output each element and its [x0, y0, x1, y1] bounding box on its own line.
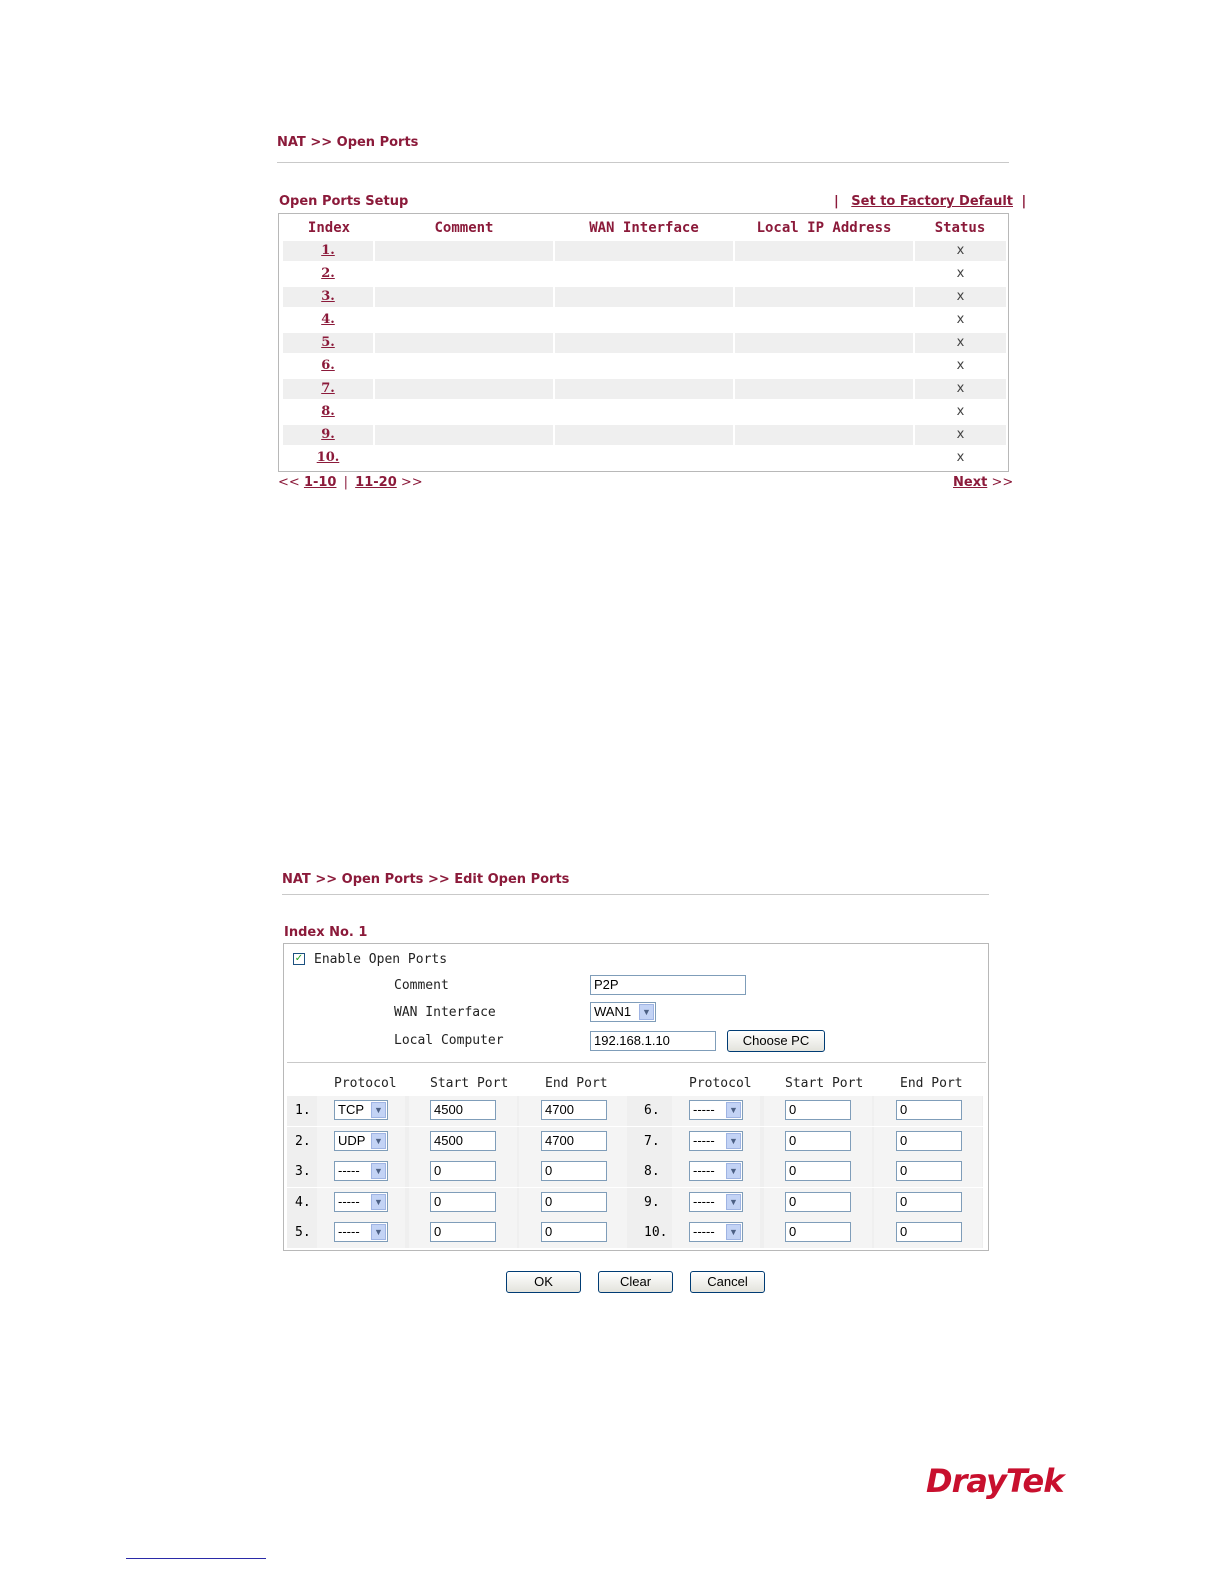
end-port-input[interactable]: 0 — [896, 1192, 962, 1212]
chevron-down-icon: ▼ — [371, 1194, 386, 1210]
edit-breadcrumb-divider — [282, 894, 989, 895]
open-ports-table — [278, 213, 1009, 472]
section-title: Open Ports Setup — [279, 194, 409, 209]
port-row — [287, 1157, 983, 1187]
index-link[interactable] — [283, 379, 373, 399]
chevron-down-icon: ▼ — [371, 1224, 386, 1240]
pager-left — [278, 475, 423, 490]
local-computer-input[interactable]: 192.168.1.10 — [590, 1031, 716, 1051]
chevron-down-icon: ▼ — [726, 1224, 741, 1240]
start-port-input[interactable]: 0 — [430, 1161, 496, 1181]
protocol-value: ----- — [693, 1102, 715, 1117]
check-icon: ✓ — [294, 953, 304, 964]
protocol-select[interactable] — [334, 1222, 388, 1242]
col-end-right: End Port — [900, 1076, 963, 1091]
status-cell: x — [915, 425, 1006, 445]
comment-cell — [375, 448, 553, 468]
row-index-link[interactable]: 9. — [321, 427, 335, 442]
local-computer-label: Local Computer — [394, 1033, 504, 1048]
protocol-select[interactable] — [334, 1161, 388, 1181]
local-ip-cell — [735, 448, 913, 468]
col-protocol-left: Protocol — [334, 1076, 397, 1091]
protocol-select[interactable] — [334, 1100, 388, 1120]
comment-cell — [375, 310, 553, 330]
column-header-wan: WAN Interface — [589, 220, 699, 236]
start-port-input[interactable]: 0 — [430, 1222, 496, 1242]
table-row — [283, 264, 1004, 284]
chevron-down-icon: ▼ — [371, 1163, 386, 1179]
protocol-value: ----- — [693, 1163, 715, 1178]
protocol-select[interactable] — [334, 1131, 388, 1151]
protocol-select[interactable] — [689, 1131, 743, 1151]
status-cell: x — [956, 404, 965, 419]
pager-separator: | — [343, 475, 349, 490]
port-row — [287, 1127, 983, 1157]
chevron-down-icon: ▼ — [371, 1133, 386, 1149]
local-ip-cell — [735, 379, 913, 399]
protocol-select[interactable] — [689, 1100, 743, 1120]
comment-cell — [375, 425, 553, 445]
edit-form — [283, 943, 989, 1251]
protocol-value: ----- — [693, 1132, 715, 1148]
footer-rule — [126, 1558, 266, 1559]
separator: | — [834, 194, 839, 209]
local-ip-cell — [735, 425, 913, 445]
index-link[interactable] — [283, 264, 373, 284]
table-row — [283, 448, 1004, 468]
table-row — [283, 287, 1004, 307]
status-cell: x — [915, 287, 1006, 307]
next-arrows: >> — [991, 475, 1014, 490]
enable-checkbox[interactable] — [293, 953, 305, 965]
column-header-comment: Comment — [434, 220, 494, 236]
index-link[interactable] — [283, 333, 373, 353]
local-ip-cell — [735, 356, 913, 376]
start-port-input[interactable]: 0 — [785, 1192, 851, 1212]
comment-input[interactable]: P2P — [590, 975, 746, 995]
table-row — [283, 333, 1004, 353]
status-cell: x — [956, 450, 965, 465]
row-index-link[interactable]: 4. — [321, 312, 335, 327]
draytek-logo: DrayTek — [926, 1462, 1064, 1500]
local-ip-cell — [735, 287, 913, 307]
chevron-down-icon: ▼ — [726, 1102, 741, 1118]
status-cell: x — [915, 379, 1006, 399]
port-row-number: 2. — [295, 1133, 311, 1149]
cancel-button[interactable]: Cancel — [690, 1271, 765, 1293]
row-index-link[interactable]: 7. — [321, 381, 335, 396]
protocol-select[interactable] — [334, 1192, 388, 1212]
protocol-select[interactable] — [689, 1161, 743, 1181]
wan-cell — [555, 425, 733, 445]
index-title: Index No. 1 — [284, 925, 368, 940]
wan-cell — [555, 310, 733, 330]
protocol-value: ----- — [338, 1163, 360, 1178]
comment-cell — [375, 241, 553, 261]
end-port-input[interactable]: 0 — [896, 1161, 962, 1181]
wan-cell — [555, 379, 733, 399]
chevron-down-icon: ▼ — [639, 1004, 654, 1020]
protocol-value: ----- — [338, 1224, 360, 1239]
pager-link-1-10[interactable]: 1-10 — [303, 475, 337, 490]
enable-label: Enable Open Ports — [314, 952, 448, 967]
end-port-input[interactable]: 4700 — [541, 1100, 607, 1120]
comment-cell — [375, 287, 553, 307]
end-port-input[interactable]: 0 — [541, 1222, 607, 1242]
pager-link-11-20[interactable]: 11-20 — [355, 475, 397, 490]
row-index-link[interactable]: 1. — [321, 243, 335, 258]
page-breadcrumb: NAT >> Open Ports — [277, 135, 419, 150]
row-index-link[interactable]: 6. — [321, 358, 335, 373]
port-row-number: 1. — [295, 1103, 311, 1118]
chevron-down-icon: ▼ — [726, 1163, 741, 1179]
end-port-input[interactable]: 0 — [541, 1161, 607, 1181]
local-ip-cell — [735, 333, 913, 353]
table-row — [283, 402, 1004, 422]
start-port-input[interactable]: 4500 — [430, 1100, 496, 1120]
local-ip-cell — [735, 402, 913, 422]
port-row-number: 3. — [295, 1164, 311, 1179]
index-link[interactable] — [283, 287, 373, 307]
row-index-link[interactable]: 8. — [321, 404, 335, 419]
end-port-input[interactable]: 4700 — [541, 1131, 607, 1151]
table-row — [283, 241, 1004, 261]
factory-default-bar — [834, 194, 1026, 209]
next-link[interactable]: Next — [953, 475, 988, 490]
ok-button[interactable]: OK — [506, 1271, 581, 1293]
table-row — [283, 356, 1004, 376]
port-row-number: 5. — [295, 1225, 311, 1240]
edit-breadcrumb: NAT >> Open Ports >> Edit Open Ports — [282, 872, 570, 887]
table-row — [283, 379, 1004, 399]
col-start-left: Start Port — [430, 1076, 509, 1091]
port-row-number: 9. — [644, 1194, 660, 1210]
status-cell: x — [915, 241, 1006, 261]
separator: | — [1021, 194, 1027, 209]
status-cell: x — [956, 266, 965, 281]
comment-cell — [375, 379, 553, 399]
wan-cell — [555, 402, 733, 422]
col-end-left: End Port — [545, 1076, 608, 1091]
wan-cell — [555, 241, 733, 261]
local-ip-cell — [735, 241, 913, 261]
end-port-input[interactable]: 0 — [541, 1192, 607, 1212]
local-ip-cell — [735, 264, 913, 284]
row-index-link[interactable]: 3. — [321, 289, 335, 304]
port-row — [287, 1096, 983, 1126]
wan-cell — [555, 287, 733, 307]
pager-right — [953, 475, 1013, 490]
start-port-input[interactable]: 0 — [785, 1222, 851, 1242]
protocol-value: TCP — [338, 1102, 364, 1117]
wan-interface-value: WAN1 — [594, 1004, 632, 1019]
wan-interface-label: WAN Interface — [394, 1005, 496, 1020]
clear-button[interactable]: Clear — [598, 1271, 673, 1293]
port-row-number: 6. — [644, 1103, 660, 1118]
pager-next-arrows: >> — [400, 475, 423, 490]
start-port-input[interactable]: 0 — [785, 1100, 851, 1120]
table-row — [283, 310, 1004, 330]
wan-cell — [555, 333, 733, 353]
index-link[interactable] — [283, 241, 373, 261]
col-start-right: Start Port — [785, 1076, 864, 1091]
end-port-input[interactable]: 0 — [896, 1222, 962, 1242]
chevron-down-icon: ▼ — [726, 1133, 741, 1149]
row-index-link[interactable]: 2. — [321, 266, 335, 281]
table-row — [283, 425, 1004, 445]
start-port-input[interactable]: 0 — [430, 1192, 496, 1212]
chevron-down-icon: ▼ — [726, 1194, 741, 1210]
chevron-down-icon: ▼ — [371, 1102, 386, 1118]
port-row — [287, 1188, 983, 1218]
wan-interface-select[interactable] — [590, 1002, 656, 1022]
local-ip-cell — [735, 310, 913, 330]
col-protocol-right: Protocol — [689, 1076, 752, 1091]
start-port-input[interactable]: 4500 — [430, 1131, 496, 1151]
row-index-link[interactable]: 10. — [316, 450, 340, 465]
choose-pc-button[interactable]: Choose PC — [727, 1030, 825, 1052]
protocol-value: ----- — [693, 1193, 715, 1209]
status-cell: x — [956, 358, 965, 373]
form-divider — [287, 1062, 986, 1063]
protocol-select[interactable] — [689, 1192, 743, 1212]
row-index-link[interactable]: 5. — [321, 335, 335, 350]
port-row-number: 7. — [644, 1133, 660, 1149]
port-row-number: 10. — [644, 1225, 668, 1240]
protocol-value: ----- — [338, 1193, 360, 1209]
factory-default-link[interactable]: Set to Factory Default — [851, 194, 1013, 209]
wan-cell — [555, 448, 733, 468]
wan-cell — [555, 356, 733, 376]
column-header-index: Index — [307, 220, 351, 236]
breadcrumb-divider — [277, 162, 1009, 163]
comment-cell — [375, 356, 553, 376]
start-port-input[interactable]: 0 — [785, 1131, 851, 1151]
pager-prev-arrows: << — [278, 475, 300, 490]
index-link[interactable] — [283, 425, 373, 445]
comment-cell — [375, 402, 553, 422]
status-cell: x — [956, 312, 965, 327]
end-port-input[interactable]: 0 — [896, 1131, 962, 1151]
comment-cell — [375, 333, 553, 353]
port-row-number: 4. — [295, 1194, 311, 1210]
column-header-local-ip: Local IP Address — [756, 220, 892, 236]
column-header-status: Status — [934, 220, 986, 236]
port-row-number: 8. — [644, 1164, 660, 1179]
protocol-value: UDP — [338, 1132, 366, 1148]
index-link[interactable] — [283, 310, 373, 330]
protocol-select[interactable] — [689, 1222, 743, 1242]
port-row — [287, 1218, 983, 1248]
status-cell: x — [915, 333, 1006, 353]
comment-label: Comment — [394, 978, 449, 993]
index-link[interactable] — [283, 402, 373, 422]
end-port-input[interactable]: 0 — [896, 1100, 962, 1120]
index-link[interactable] — [283, 356, 373, 376]
wan-cell — [555, 264, 733, 284]
comment-cell — [375, 264, 553, 284]
index-link[interactable] — [283, 448, 373, 468]
start-port-input[interactable]: 0 — [785, 1161, 851, 1181]
protocol-value: ----- — [693, 1224, 715, 1239]
